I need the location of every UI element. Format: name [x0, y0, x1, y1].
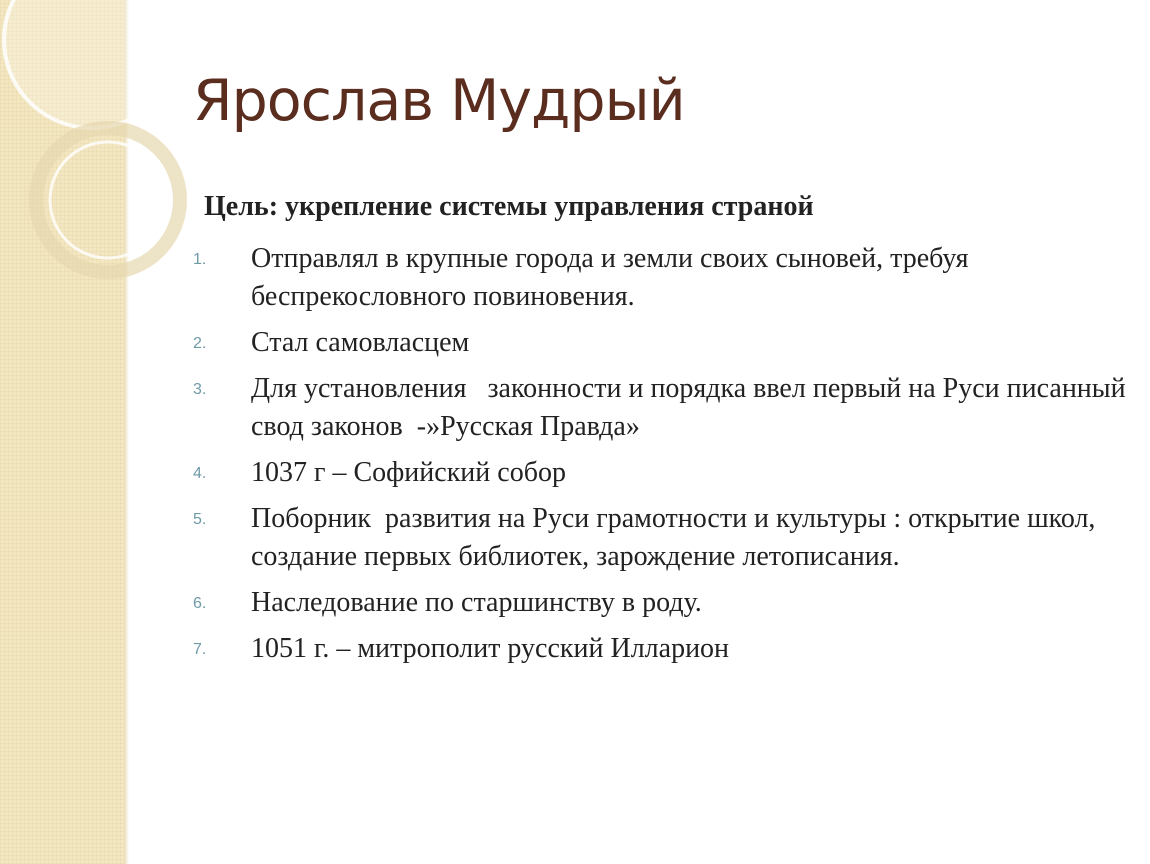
decorative-circle-large [4, 0, 180, 128]
list-item-text: 1051 г. – митрополит русский Илларион [251, 633, 730, 664]
list-item [186, 630, 1126, 668]
list-item-text: 1037 г – Софийский собор [251, 457, 566, 488]
list-item [186, 500, 1126, 576]
slide-title: Ярослав Мудрый [193, 68, 685, 134]
decorative-circle-ring-inner [50, 142, 166, 258]
goal-heading: Цель: укрепление системы управления страной [204, 191, 814, 222]
list-item [186, 240, 1126, 316]
list-item-number: 7. [193, 641, 207, 658]
list-item-text: Стал самовласцем [251, 327, 470, 358]
decorative-circles [0, 0, 200, 320]
list-item [186, 370, 1140, 446]
list-item-number: 4. [193, 465, 207, 482]
list-item-text: Для установления законности и порядка ввел первый на Руси писанный свод законов -»Русская Правда» [251, 373, 1140, 442]
list-item-text: Поборник развития на Руси грамотности и культуры : открытие школ, создание первых библиотек, зарождение летописания. [251, 503, 1103, 572]
list-item-number: 6. [193, 595, 207, 612]
facts-list [186, 240, 1140, 676]
list-item [186, 324, 1126, 362]
list-item [186, 454, 1126, 492]
list-item-number: 2. [193, 335, 207, 352]
list-item-text: Наследование по старшинству в роду. [251, 587, 702, 618]
list-item-number: 5. [193, 511, 207, 528]
list-item [186, 584, 1126, 622]
list-item-text: Отправлял в крупные города и земли своих сыновей, требуя беспрекословного повиновения. [251, 243, 976, 312]
list-item-number: 3. [193, 381, 207, 398]
list-item-number: 1. [193, 251, 207, 268]
decorative-circle-ring [36, 128, 180, 272]
